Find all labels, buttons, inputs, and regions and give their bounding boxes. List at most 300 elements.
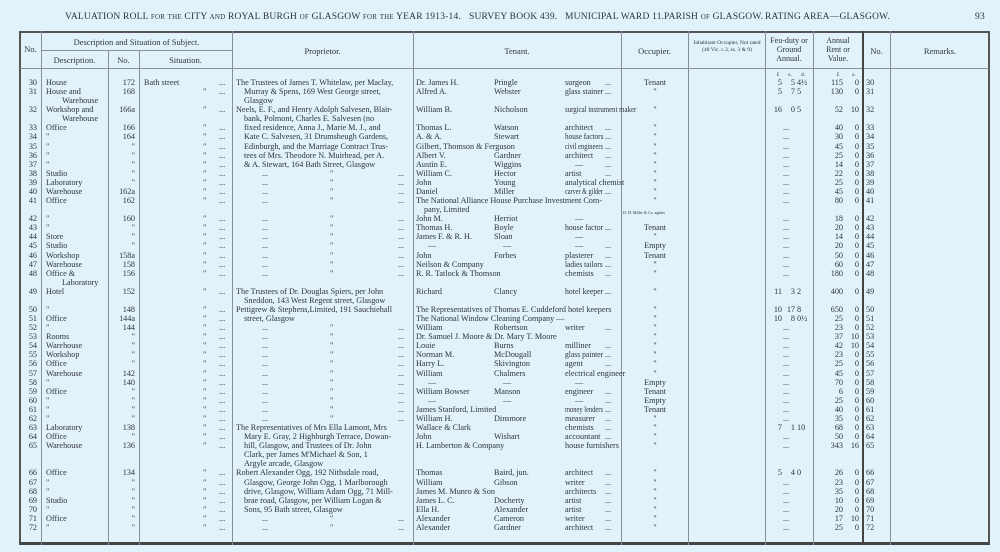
rent-pounds: 20 — [834, 241, 843, 251]
tenant-first-name: Norman M. — [416, 350, 455, 360]
feu-pounds: 7 — [777, 423, 782, 433]
situation: " — [203, 468, 207, 478]
house-number: " — [131, 359, 135, 369]
situation-dots: ... — [219, 377, 226, 387]
record-number: 69 — [28, 495, 37, 505]
description: " — [46, 214, 50, 224]
occupier: " — [653, 477, 657, 487]
record-number-right: 39 — [866, 177, 875, 187]
rent-shillings: 0 — [854, 87, 859, 97]
tenant-surname: Stewart — [494, 132, 520, 142]
situation-dots: ... — [219, 168, 226, 178]
situation-dots: ... — [219, 286, 226, 296]
description: Laboratory — [46, 177, 83, 187]
occupier: " — [653, 413, 657, 423]
feu-duty: ... — [783, 141, 790, 151]
proprietor-dots: ... — [262, 377, 269, 387]
tenant-surname: Cameron — [494, 513, 525, 523]
situation: " — [203, 368, 207, 378]
description: Office — [46, 432, 67, 442]
tenant-first-name: William H. — [416, 413, 453, 423]
rent-shillings: 10 — [850, 105, 859, 115]
house-number: " — [131, 495, 135, 505]
tenant-first-name: Thomas H. — [416, 223, 453, 233]
house-number: 166a — [119, 105, 135, 115]
proprietor-dots: ... — [262, 404, 269, 414]
proprietor: The Representatives of Mrs Ella Lamont, Mrs — [236, 423, 387, 433]
proprietor-dots: ... — [262, 259, 269, 269]
house-number: " — [131, 432, 135, 442]
feu-pounds: 5 — [777, 78, 782, 87]
proprietor-ditto: " — [330, 359, 334, 369]
header-number: No. — [117, 55, 130, 65]
record-number-right: 62 — [866, 413, 875, 423]
situation-dots: ... — [219, 368, 226, 378]
tenant-first-name: Gilbert, Thomson & Ferguson — [416, 141, 515, 151]
feu-duty: ... — [783, 477, 790, 487]
house-number: 134 — [122, 468, 135, 478]
proprietor-dots: ... — [398, 168, 405, 178]
record-number: 36 — [28, 150, 37, 160]
record-number-right: 61 — [866, 404, 875, 414]
proprietor: Neels, E. F., and Henry Adolph Salvesen, Blair- — [236, 105, 393, 115]
record-number: 31 — [28, 87, 37, 97]
tenant-occupation: artist — [565, 168, 582, 178]
house-number: " — [131, 486, 135, 496]
feu-duty: ... — [783, 377, 790, 387]
occupier: " — [653, 105, 657, 115]
tenant-occupation: house furnishers — [565, 441, 619, 451]
proprietor: Sons, 95 Bath street, Glasgow — [244, 504, 343, 514]
tenant-surname: Herriot — [494, 214, 518, 224]
rent-pounds: 50 — [834, 250, 843, 260]
record-number-right: 53 — [866, 332, 875, 342]
rent-shillings: 0 — [854, 78, 859, 87]
occupier: " — [653, 286, 657, 296]
rent-pounds: 42 — [834, 341, 843, 351]
proprietor-ditto: " — [330, 196, 334, 206]
rent-shillings: 0 — [854, 386, 859, 396]
situation: " — [203, 350, 207, 360]
situation-dots: ... — [219, 78, 226, 87]
rent-shillings: 0 — [854, 132, 859, 142]
tenant-occupation: money lenders — [565, 404, 604, 414]
feu-duty: ... — [783, 177, 790, 187]
description: " — [46, 413, 50, 423]
tenant-occupation: chemists — [565, 423, 594, 433]
description: Warehouse — [62, 114, 99, 124]
tenant-first-name: James F. & R. H. — [416, 232, 472, 242]
tenant-first-name: Louie — [416, 341, 436, 351]
feu-duty: ... — [783, 214, 790, 224]
house-number: " — [131, 341, 135, 351]
record-number: 58 — [28, 377, 37, 387]
feu-duty: ... — [783, 259, 790, 269]
tenant-surname: Hector — [494, 168, 517, 178]
description: Warehouse — [46, 441, 83, 451]
house-number: 158a — [119, 250, 135, 260]
record-number-right: 31 — [866, 87, 875, 97]
description: " — [46, 477, 50, 487]
proprietor-ditto: " — [330, 368, 334, 378]
record-number-right: 35 — [866, 141, 875, 151]
situation-dots: ... — [219, 423, 226, 433]
occupier: Tenant — [643, 78, 667, 87]
situation-dots: ... — [219, 477, 226, 487]
proprietor: & A. Stewart, 164 Bath Street, Glasgow — [244, 159, 376, 169]
proprietor-dots: ... — [398, 413, 405, 423]
proprietor-dots: ... — [398, 323, 405, 333]
tenant-occupation: analytical chemist — [565, 177, 625, 187]
tenant-name: Dr. Samuel J. Moore & Dr. Mary T. Moore — [416, 332, 557, 342]
tenant-occupation: architect — [565, 522, 594, 532]
house-number: 156 — [122, 268, 135, 278]
feu-pounds: 5 — [777, 87, 782, 97]
feu-pence: 0½ — [797, 314, 808, 324]
tenant-first-name: Dr. James H. — [416, 78, 459, 87]
occupier: " — [653, 323, 657, 333]
feu-duty: ... — [783, 123, 790, 133]
record-number: 52 — [28, 323, 37, 333]
tenant-first-name: Thomas L. — [416, 123, 452, 133]
rent-shillings: 0 — [854, 305, 859, 314]
header-annual-rent: Annual Rent or Value. — [826, 36, 850, 63]
description: Store — [46, 232, 64, 242]
tenant-surname: Skivington — [494, 359, 530, 369]
proprietor-dots: ... — [262, 214, 269, 224]
tenant-dots: ... — [605, 259, 612, 269]
record-number-right: 36 — [866, 150, 875, 160]
proprietor-ditto: " — [330, 223, 334, 233]
rent-pounds: 14 — [834, 159, 843, 169]
proprietor-dots: ... — [262, 513, 269, 523]
tenant-occupation: glass stainer — [565, 87, 604, 97]
rent-shillings: 0 — [854, 196, 859, 206]
situation-dots: ... — [219, 468, 226, 478]
feu-shillings: 17 — [786, 305, 795, 314]
proprietor-dots: ... — [398, 395, 405, 405]
record-number: 60 — [28, 395, 37, 405]
record-number-right: 41 — [866, 196, 875, 206]
feu-duty: ... — [783, 232, 790, 242]
feu-pence: 8 — [797, 305, 802, 314]
house-number: 162 — [122, 196, 135, 206]
proprietor-dots: ... — [398, 186, 405, 196]
situation: " — [203, 286, 207, 296]
situation-dots: ... — [219, 350, 226, 360]
occupier: " — [653, 196, 657, 206]
proprietor: street, Glasgow — [244, 314, 295, 324]
tenant-first-name: John M. — [416, 214, 443, 224]
rent-shillings: 0 — [854, 432, 859, 442]
tenant-surname: Boyle — [494, 223, 514, 233]
feu-shillings: 8 — [790, 314, 795, 324]
tenant-surname: — — [503, 395, 512, 405]
feu-duty: ... — [783, 223, 790, 233]
house-number: " — [131, 413, 135, 423]
rent-pounds: 17 — [834, 513, 843, 523]
situation: " — [203, 250, 207, 260]
rent-shillings: 0 — [854, 259, 859, 269]
feu-duty: ... — [783, 350, 790, 360]
situation-dots: ... — [219, 123, 226, 133]
feu-duty: ... — [783, 241, 790, 251]
occupier: " — [653, 341, 657, 351]
description: " — [46, 305, 50, 314]
situation: " — [203, 486, 207, 496]
record-number-right: 60 — [866, 395, 875, 405]
situation-dots: ... — [219, 87, 226, 97]
house-number: 144 — [122, 323, 135, 333]
house-number: 166 — [122, 123, 135, 133]
tenant-occupation: engineer — [565, 386, 594, 396]
tenant-dots: ... — [605, 341, 612, 351]
tenant-dots: ... — [605, 186, 612, 196]
record-number: 42 — [28, 214, 37, 224]
header-situation: Situation. — [169, 55, 202, 65]
situation: " — [203, 186, 207, 196]
record-number: 53 — [28, 332, 37, 342]
record-number-right: 48 — [866, 268, 875, 278]
tenant-occupation: — — [575, 395, 584, 405]
record-number-right: 30 — [866, 78, 875, 87]
tenant-name: pany, Limited — [424, 205, 470, 215]
feu-shillings: 3 — [790, 286, 795, 296]
rent-shillings: 0 — [854, 159, 859, 169]
proprietor: Sneddon, 143 West Regent street, Glasgow — [244, 295, 386, 305]
house-number: " — [131, 177, 135, 187]
proprietor-ditto: " — [330, 377, 334, 387]
col-rule — [413, 31, 414, 545]
tenant-dots: ... — [605, 386, 612, 396]
header-tenant: Tenant. — [504, 46, 530, 56]
proprietor-ditto: " — [330, 386, 334, 396]
description: Studio — [46, 241, 68, 251]
situation: " — [203, 196, 207, 206]
feu-pence: 5 — [797, 87, 802, 97]
rent-shillings: 0 — [854, 214, 859, 224]
record-number: 72 — [28, 522, 37, 532]
occupier: " — [653, 268, 657, 278]
rent-pounds: 26 — [834, 468, 843, 478]
rent-pounds: 35 — [834, 486, 843, 496]
description: " — [46, 223, 50, 233]
situation-dots: ... — [219, 314, 226, 324]
tenant-first-name: James L. C. — [416, 495, 455, 505]
inhabitant-occupier: D. H. Miller & Co. agents — [623, 210, 665, 216]
tenant-surname: Nicholson — [494, 105, 528, 115]
occupier: " — [653, 259, 657, 269]
rent-pounds: 45 — [834, 368, 843, 378]
rent-shillings: 0 — [854, 359, 859, 369]
proprietor-dots: ... — [398, 386, 405, 396]
situation: " — [203, 214, 207, 224]
situation: Bath street — [144, 78, 180, 87]
description: Workshop — [46, 350, 80, 360]
tenant-first-name: R. R. Tatlock & Thomson — [416, 268, 501, 278]
situation: " — [203, 123, 207, 133]
tenant-occupation: architect — [565, 468, 594, 478]
tenant-occupation: glass painter — [565, 350, 604, 360]
description: Hotel — [46, 286, 65, 296]
feu-duty: ... — [783, 132, 790, 142]
record-number-right: 34 — [866, 132, 875, 142]
rent-shillings: 0 — [854, 232, 859, 242]
tenant-occupation: — — [575, 377, 584, 387]
col-rule — [232, 31, 233, 545]
proprietor-dots: ... — [262, 241, 269, 251]
tenant-first-name: Alexander — [416, 522, 451, 532]
description: " — [46, 377, 50, 387]
house-number: " — [131, 350, 135, 360]
situation-dots: ... — [219, 395, 226, 405]
tenant-dots: ... — [605, 359, 612, 369]
tenant-dots: ... — [605, 495, 612, 505]
description: " — [46, 404, 50, 414]
proprietor-dots: ... — [262, 350, 269, 360]
proprietor-ditto: " — [330, 513, 334, 523]
situation-dots: ... — [219, 214, 226, 224]
proprietor-dots: ... — [262, 522, 269, 532]
rent-shillings: 0 — [854, 250, 859, 260]
record-number: 48 — [28, 268, 37, 278]
parish: PARISH of GLASGOW. — [664, 12, 764, 22]
tenant-first-name: — — [428, 241, 437, 251]
situation-dots: ... — [219, 359, 226, 369]
survey-book: SURVEY BOOK 439. — [469, 12, 558, 22]
feu-pounds: 10 — [773, 314, 782, 324]
proprietor-ditto: " — [330, 268, 334, 278]
rent-shillings: 0 — [854, 177, 859, 187]
unit-shillings: s. — [852, 72, 856, 78]
tenant-occupation: house factors — [565, 132, 604, 142]
rent-pounds: 20 — [834, 504, 843, 514]
proprietor-dots: ... — [398, 214, 405, 224]
rent-shillings: 0 — [854, 141, 859, 151]
record-number: 59 — [28, 386, 37, 396]
situation: " — [203, 495, 207, 505]
record-number-right: 42 — [866, 214, 875, 224]
tenant-occupation: carver & gilder — [565, 186, 604, 196]
tenant-dots: ... — [605, 413, 612, 423]
house-number: 172 — [122, 78, 135, 87]
situation-dots: ... — [219, 441, 226, 451]
record-number: 40 — [28, 186, 37, 196]
rent-pounds: 14 — [834, 232, 843, 242]
description: " — [46, 150, 50, 160]
description: " — [46, 132, 50, 142]
record-number-right: 63 — [866, 423, 875, 433]
description: Studio — [46, 168, 68, 178]
proprietor: Glasgow, George John Ogg, 1 Marlborough — [244, 477, 388, 487]
proprietor-dots: ... — [262, 359, 269, 369]
proprietor-ditto: " — [330, 350, 334, 360]
proprietor-ditto: " — [330, 177, 334, 187]
situation: " — [203, 332, 207, 342]
record-number: 62 — [28, 413, 37, 423]
tenant-occupation: architects — [565, 486, 597, 496]
col-rule — [688, 31, 689, 545]
occupier: Tenant — [643, 386, 667, 396]
rent-pounds: 45 — [834, 186, 843, 196]
proprietor-dots: ... — [398, 332, 405, 342]
description: Workshop — [46, 250, 80, 260]
proprietor-dots: ... — [398, 404, 405, 414]
description: " — [46, 504, 50, 514]
rent-shillings: 0 — [854, 395, 859, 405]
rent-pounds: 25 — [834, 359, 843, 369]
header-description: Description. — [53, 55, 96, 65]
unit-shillings: s. — [788, 72, 792, 78]
tenant-dots: ... — [605, 168, 612, 178]
record-number: 71 — [28, 513, 37, 523]
rent-pounds: 25 — [834, 395, 843, 405]
tenant-dots: ... — [605, 141, 612, 151]
rent-shillings: 0 — [854, 477, 859, 487]
tenant-surname: — — [503, 241, 512, 251]
tenant-surname: Baird, jun. — [494, 468, 529, 478]
record-number-right: 55 — [866, 350, 875, 360]
occupier: " — [653, 305, 657, 314]
proprietor-dots: ... — [262, 223, 269, 233]
tenant-first-name: Wallace & Clark — [416, 423, 471, 433]
house-number: " — [131, 232, 135, 242]
tenant-first-name: Alfred A. — [416, 87, 447, 97]
situation: " — [203, 223, 207, 233]
description: " — [46, 141, 50, 151]
record-number: 68 — [28, 486, 37, 496]
description: Warehouse — [46, 259, 83, 269]
tenant-first-name: Austin E. — [416, 159, 447, 169]
proprietor: Argyle arcade, Glasgow — [244, 459, 324, 469]
tenant-dots: ... — [605, 123, 612, 133]
rent-shillings: 0 — [854, 468, 859, 478]
feu-duty: ... — [783, 413, 790, 423]
tenant-surname: Wishart — [494, 432, 520, 442]
description: Office — [46, 314, 67, 324]
situation: " — [203, 423, 207, 433]
tenant-occupation: — — [575, 214, 584, 224]
rent-shillings: 0 — [854, 504, 859, 514]
tenant-occupation: civil engineers — [565, 141, 604, 151]
record-number-right: 38 — [866, 168, 875, 178]
proprietor: Glasgow — [244, 96, 274, 106]
tenant-surname: Manson — [494, 386, 521, 396]
rent-pounds: 52 — [834, 105, 843, 115]
house-number: " — [131, 477, 135, 487]
house-number: " — [131, 159, 135, 169]
house-number: 164 — [122, 132, 135, 142]
situation: " — [203, 232, 207, 242]
proprietor-dots: ... — [398, 350, 405, 360]
tenant-surname: Gardner — [494, 150, 521, 160]
situation-dots: ... — [219, 341, 226, 351]
tenant-occupation: ladies tailors — [565, 259, 603, 269]
tenant-dots: ... — [605, 395, 612, 405]
record-number-right: 45 — [866, 241, 875, 251]
situation-dots: ... — [219, 268, 226, 278]
house-number: 136 — [122, 441, 135, 451]
proprietor: Pettigrew & Stephens,Limited, 191 Sauchiehall — [236, 305, 392, 314]
tenant-dots: ... — [605, 350, 612, 360]
rent-shillings: 0 — [854, 241, 859, 251]
feu-shillings: 7 — [790, 87, 795, 97]
rent-shillings: 0 — [854, 186, 859, 196]
tenant-surname: Forbes — [494, 250, 517, 260]
feu-duty: ... — [783, 386, 790, 396]
proprietor-dots: ... — [262, 341, 269, 351]
occupier: " — [653, 332, 657, 342]
